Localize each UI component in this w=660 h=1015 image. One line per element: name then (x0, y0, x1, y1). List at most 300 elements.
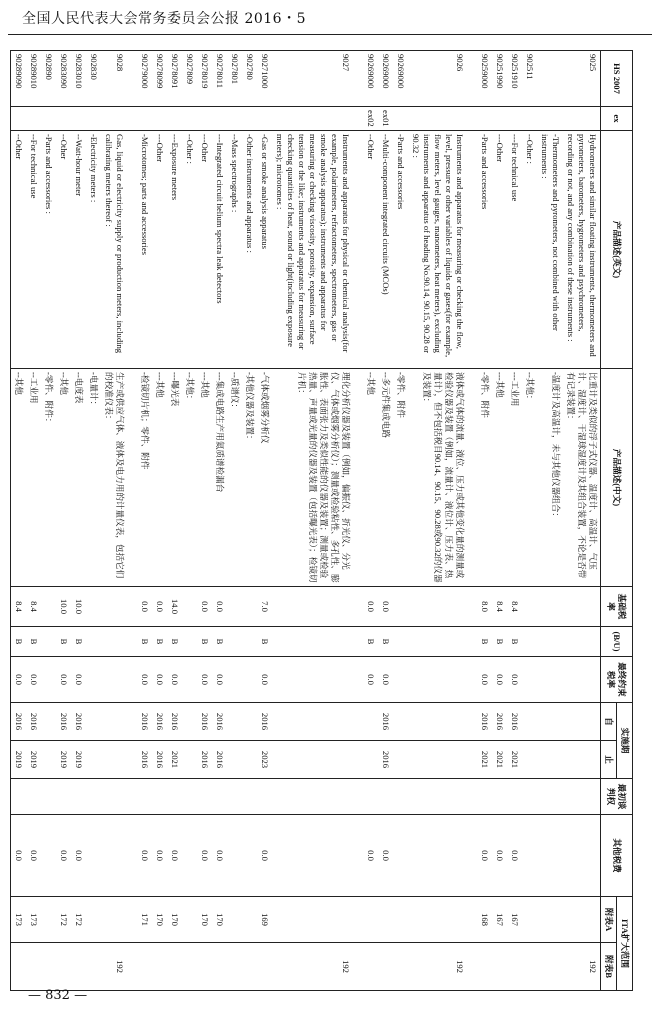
cell-en: -Microtomes; parts and accessories (137, 131, 152, 369)
cell-to (408, 741, 467, 779)
cell-to (182, 741, 197, 779)
cell-a (101, 897, 127, 943)
cell-b (212, 943, 227, 991)
cell-other (242, 815, 257, 897)
cell-a: 170 (167, 897, 182, 943)
cell-bnd (182, 627, 197, 657)
cell-final: 0.0 (492, 657, 507, 703)
cell-ex (408, 107, 467, 131)
cell-b (71, 943, 86, 991)
cell-cn: --其他： (522, 369, 537, 587)
cell-a (242, 897, 257, 943)
spacer-cell (127, 897, 137, 943)
cell-final: 0.0 (212, 657, 227, 703)
cell-en: --Watt-hour meter (71, 131, 86, 369)
cell-base (86, 587, 101, 627)
spacer-cell (353, 897, 363, 943)
cell-neg (563, 779, 601, 815)
cell-neg (272, 779, 353, 815)
cell-neg (242, 779, 257, 815)
spacer-cell (353, 107, 363, 131)
cell-base: 0.0 (212, 587, 227, 627)
cell-final: 0.0 (257, 657, 272, 703)
cell-cn: -其他仪器及装置： (242, 369, 257, 587)
cell-ex (11, 107, 27, 131)
cell-bnd (537, 627, 563, 657)
cell-neg (537, 779, 563, 815)
cell-b (197, 943, 212, 991)
cell-to (272, 741, 353, 779)
cell-final (41, 657, 56, 703)
cell-en: ---Other (152, 131, 167, 369)
cell-to (242, 741, 257, 779)
cell-base: 0.0 (197, 587, 212, 627)
cell-hs: 90269000 (393, 51, 408, 107)
cell-hs: 90278019 (197, 51, 212, 107)
cell-ex (167, 107, 182, 131)
cell-base (537, 587, 563, 627)
cell-to (522, 741, 537, 779)
cell-hs: 9027801 (227, 51, 242, 107)
cell-final (537, 657, 563, 703)
cell-b: 192 (101, 943, 127, 991)
cell-to: 2023 (257, 741, 272, 779)
cell-a: 170 (212, 897, 227, 943)
cell-bnd: B (26, 627, 41, 657)
cell-other: 0.0 (378, 815, 393, 897)
cell-ex (477, 107, 492, 131)
cell-a: 169 (257, 897, 272, 943)
cell-final: 0.0 (71, 657, 86, 703)
cell-ex (272, 107, 353, 131)
table-head (601, 51, 633, 991)
cell-a: 173 (11, 897, 27, 943)
table-row (363, 51, 378, 991)
cell-bnd (393, 627, 408, 657)
cell-from: 2016 (378, 703, 393, 741)
cell-from: 2016 (137, 703, 152, 741)
cell-cn: --电度表 (71, 369, 86, 587)
cell-cn: ---工业用 (507, 369, 522, 587)
cell-en: Hydrometers and similar floating instruments, thermometers and pyrometers, barometers, hygrometers and psychrometers, recording or not, and any combination of these instruments : (563, 131, 601, 369)
cell-other (101, 815, 127, 897)
cell-to: 2021 (167, 741, 182, 779)
cell-b: 192 (563, 943, 601, 991)
cell-neg (378, 779, 393, 815)
cell-hs: 9025 (563, 51, 601, 107)
cell-base: 0.0 (363, 587, 378, 627)
cell-hs: 90259000 (477, 51, 492, 107)
cell-en: -Other instruments and apparatus : (242, 131, 257, 369)
col-other: 其他税费 (601, 815, 633, 897)
cell-en: --Other (56, 131, 71, 369)
cell-b (26, 943, 41, 991)
cell-from: 2016 (11, 703, 27, 741)
cell-cn: -检镜切片机；零件、附件 (137, 369, 152, 587)
table-row (477, 51, 492, 991)
cell-from: 2016 (492, 703, 507, 741)
cell-neg (363, 779, 378, 815)
cell-a (41, 897, 56, 943)
cell-en: --Other : (182, 131, 197, 369)
spacer-cell (467, 703, 477, 741)
col-neg: 最初谈判权 (601, 779, 633, 815)
table-row (71, 51, 86, 991)
cell-a (182, 897, 197, 943)
cell-final: 0.0 (56, 657, 71, 703)
cell-b (378, 943, 393, 991)
cell-other: 0.0 (492, 815, 507, 897)
cell-other (41, 815, 56, 897)
cell-hs: 90289010 (26, 51, 41, 107)
cell-final: 0.0 (152, 657, 167, 703)
cell-ex (507, 107, 522, 131)
cell-en: --Other : (522, 131, 537, 369)
cell-base (563, 587, 601, 627)
cell-bnd: B (477, 627, 492, 657)
spacer-cell (467, 107, 477, 131)
cell-b (86, 943, 101, 991)
cell-from (182, 703, 197, 741)
spacer-cell (467, 741, 477, 779)
spacer-cell (353, 627, 363, 657)
cell-cn: 生产或供应气体、液体及电力用的计量仪表，包括它们的校准仪表： (101, 369, 127, 587)
cell-neg (492, 779, 507, 815)
cell-from: 2016 (257, 703, 272, 741)
cell-cn: --质谱仪： (227, 369, 242, 587)
cell-bnd: B (197, 627, 212, 657)
cell-other: 0.0 (26, 815, 41, 897)
cell-other: 0.0 (56, 815, 71, 897)
cell-other: 0.0 (257, 815, 272, 897)
cell-neg (86, 779, 101, 815)
table-row (563, 51, 601, 991)
spacer-cell (127, 107, 137, 131)
cell-neg (152, 779, 167, 815)
cell-b (363, 943, 378, 991)
cell-bnd: B (71, 627, 86, 657)
cell-neg (137, 779, 152, 815)
cell-neg (212, 779, 227, 815)
spacer-cell (467, 587, 477, 627)
cell-a: 171 (137, 897, 152, 943)
table-row (242, 51, 257, 991)
cell-from (522, 703, 537, 741)
cell-ex (56, 107, 71, 131)
cell-b: 192 (408, 943, 467, 991)
cell-cn: ---曝光表 (167, 369, 182, 587)
cell-from (86, 703, 101, 741)
cell-hs: 902890 (41, 51, 56, 107)
cell-hs: 902830 (86, 51, 101, 107)
cell-base (393, 587, 408, 627)
cell-b (167, 943, 182, 991)
col-hs: HS 2007 (601, 51, 633, 107)
cell-final (408, 657, 467, 703)
cell-b (152, 943, 167, 991)
cell-to: 2016 (378, 741, 393, 779)
row-spacer (467, 51, 477, 991)
table-row (537, 51, 563, 991)
cell-bnd (563, 627, 601, 657)
table-row (101, 51, 127, 991)
cell-base: 0.0 (137, 587, 152, 627)
cell-en: -Parts and accessories (477, 131, 492, 369)
cell-to: 2019 (11, 741, 27, 779)
spacer-cell (353, 587, 363, 627)
spacer-cell (353, 779, 363, 815)
cell-to (227, 741, 242, 779)
cell-other: 0.0 (11, 815, 27, 897)
cell-ex (182, 107, 197, 131)
cell-en: ---Other (197, 131, 212, 369)
cell-en: Instruments and apparatus for physical or chemical analysis(for example, polarimeters, refractometers, spectrometers, gas or smoke analysis apparatus); instruments and apparatus for measuring or checking viscosity, porosity, expansion, surface tension or the like; instruments and apparatus for measuring or checking quantities of heat, sound or light(including exposure meters); microtomes : (272, 131, 353, 369)
cell-cn: ---其他 (152, 369, 167, 587)
cell-a (408, 897, 467, 943)
table-row (26, 51, 41, 991)
cell-ex (152, 107, 167, 131)
cell-cn: --其他 (56, 369, 71, 587)
cell-a (393, 897, 408, 943)
spacer-cell (353, 943, 363, 991)
cell-neg (257, 779, 272, 815)
cell-cn: -零件、附件 (393, 369, 408, 587)
cell-to: 2019 (71, 741, 86, 779)
spacer-cell (467, 131, 477, 369)
cell-en: -Parts and accessories : (41, 131, 56, 369)
cell-base: 8.4 (492, 587, 507, 627)
cell-from: 2016 (26, 703, 41, 741)
spacer-cell (353, 815, 363, 897)
cell-b (11, 943, 27, 991)
cell-from (101, 703, 127, 741)
cell-final (182, 657, 197, 703)
table-row (182, 51, 197, 991)
cell-b (492, 943, 507, 991)
cell-neg (477, 779, 492, 815)
cell-en: --Other (363, 131, 378, 369)
cell-a: 170 (197, 897, 212, 943)
cell-hs: 90283090 (56, 51, 71, 107)
cell-b (137, 943, 152, 991)
col-final: 最终约束税率 (601, 657, 633, 703)
cell-neg (41, 779, 56, 815)
cell-final (272, 657, 353, 703)
cell-a (563, 897, 601, 943)
cell-bnd: B (137, 627, 152, 657)
cell-final (563, 657, 601, 703)
cell-en: --Multi-component integrated circuits (MCOs) (378, 131, 393, 369)
cell-a: 172 (56, 897, 71, 943)
cell-hs: 90251990 (492, 51, 507, 107)
cell-to: 2019 (56, 741, 71, 779)
cell-final (522, 657, 537, 703)
col-en: 产品描述(英文) (601, 131, 633, 369)
table-row (56, 51, 71, 991)
cell-cn: ---其他 (492, 369, 507, 587)
cell-bnd (522, 627, 537, 657)
cell-bnd: B (507, 627, 522, 657)
cell-cn: -温度计及高温计，未与其他仪器组合： (537, 369, 563, 587)
cell-final: 0.0 (137, 657, 152, 703)
cell-b (257, 943, 272, 991)
spacer-cell (127, 741, 137, 779)
spacer-cell (467, 627, 477, 657)
cell-ex: ex02 (363, 107, 378, 131)
cell-en: --Mass spectrographs : (227, 131, 242, 369)
cell-b (537, 943, 563, 991)
cell-cn: 理化分析仪器及装置（例如，偏振仪、折光仪、分光仪、气体或烟雾分析仪）；测量或检验粘性、多孔性、膨胀性、表面张力及类似性能的仪器及装置；测量或检验热量、声量或光量的仪器及装置（包括曝光表）；检镜切片机： (272, 369, 353, 587)
cell-bnd: B (492, 627, 507, 657)
cell-en: -Thermometers and pyrometers, not combined with other instruments : (537, 131, 563, 369)
cell-hs: 90269000 (363, 51, 378, 107)
col-annex-b: 附表B (601, 943, 617, 991)
cell-base: 8.4 (11, 587, 27, 627)
cell-ex (71, 107, 86, 131)
cell-from (393, 703, 408, 741)
header-rule (8, 34, 652, 35)
cell-base: 10.0 (71, 587, 86, 627)
cell-a: 168 (477, 897, 492, 943)
cell-cn: --其他 (363, 369, 378, 587)
cell-hs: 90251910 (507, 51, 522, 107)
cell-final (101, 657, 127, 703)
col-bnd: (B/U) (601, 627, 633, 657)
cell-ex (137, 107, 152, 131)
cell-neg (507, 779, 522, 815)
cell-b (507, 943, 522, 991)
cell-base: 8.4 (26, 587, 41, 627)
cell-hs: 902780 (242, 51, 257, 107)
cell-ex (41, 107, 56, 131)
cell-final: 0.0 (477, 657, 492, 703)
table-row (227, 51, 242, 991)
cell-from: 2016 (152, 703, 167, 741)
cell-a (522, 897, 537, 943)
cell-a (227, 897, 242, 943)
cell-other (393, 815, 408, 897)
cell-other (522, 815, 537, 897)
cell-final (242, 657, 257, 703)
table-row (197, 51, 212, 991)
cell-base: 7.0 (257, 587, 272, 627)
cell-neg (56, 779, 71, 815)
cell-to (563, 741, 601, 779)
cell-a: 173 (26, 897, 41, 943)
cell-final: 0.0 (197, 657, 212, 703)
cell-hs: 902511 (522, 51, 537, 107)
cell-cn: --多元件集成电路 (378, 369, 393, 587)
cell-other (86, 815, 101, 897)
cell-hs: 90283010 (71, 51, 86, 107)
table-row (167, 51, 182, 991)
cell-bnd (101, 627, 127, 657)
table-row (86, 51, 101, 991)
spacer-cell (127, 779, 137, 815)
cell-b (41, 943, 56, 991)
cell-a (363, 897, 378, 943)
cell-base (101, 587, 127, 627)
cell-bnd: B (152, 627, 167, 657)
cell-to: 2021 (492, 741, 507, 779)
table-row (507, 51, 522, 991)
cell-from (41, 703, 56, 741)
cell-other (408, 815, 467, 897)
cell-b (56, 943, 71, 991)
col-base: 基础税率 (601, 587, 633, 627)
table-row (272, 51, 353, 991)
cell-final: 0.0 (11, 657, 27, 703)
col-annex-a: 附表A (601, 897, 617, 943)
cell-a (86, 897, 101, 943)
cell-to: 2016 (212, 741, 227, 779)
cell-final: 0.0 (26, 657, 41, 703)
cell-ex (563, 107, 601, 131)
cell-bnd (242, 627, 257, 657)
table-row (257, 51, 272, 991)
cell-other: 0.0 (197, 815, 212, 897)
cell-from (408, 703, 467, 741)
cell-a (272, 897, 353, 943)
cell-other (563, 815, 601, 897)
cell-neg (11, 779, 27, 815)
cell-hs: 90278099 (152, 51, 167, 107)
cell-ex (242, 107, 257, 131)
cell-ex (522, 107, 537, 131)
cell-base (182, 587, 197, 627)
col-cn: 产品描述(中文) (601, 369, 633, 587)
spacer-cell (127, 703, 137, 741)
cell-from: 2016 (71, 703, 86, 741)
cell-base: 0.0 (152, 587, 167, 627)
cell-en: ---Exposure meters (167, 131, 182, 369)
cell-other: 0.0 (152, 815, 167, 897)
spacer-cell (353, 741, 363, 779)
cell-to (41, 741, 56, 779)
cell-b (393, 943, 408, 991)
cell-cn: 液体或气体的流量、液位、压力或其他变化量的测量或检验仪器及装置（例如，流量计、液位计、压力表、热量计），但不包括税目90.14、90.15、90.28或90.32的仪器及装置： (408, 369, 467, 587)
table-row (408, 51, 467, 991)
spacer-cell (353, 131, 363, 369)
rotated-table-container (14, 50, 633, 990)
cell-final (86, 657, 101, 703)
cell-en: -Parts and accessories (393, 131, 408, 369)
col-from: 自 (601, 703, 617, 741)
table-row (522, 51, 537, 991)
table-row (378, 51, 393, 991)
cell-other (272, 815, 353, 897)
cell-a: 172 (71, 897, 86, 943)
cell-b (522, 943, 537, 991)
cell-en: Instruments and apparatus for measuring or checking the flow, level, pressure or other variables of liquids or gases(for example, flow meters, level gauges, manometers, heat meters), excluding instruments and apparatus of heading No.90.14, 90.15, 90.28 or 90.32 : (408, 131, 467, 369)
cell-other (227, 815, 242, 897)
cell-neg (393, 779, 408, 815)
table-row (152, 51, 167, 991)
cell-en: ---Other (492, 131, 507, 369)
cell-to: 2016 (152, 741, 167, 779)
spacer-cell (467, 369, 477, 587)
cell-neg (167, 779, 182, 815)
cell-from (227, 703, 242, 741)
cell-other (537, 815, 563, 897)
cell-from (272, 703, 353, 741)
row-spacer (127, 51, 137, 991)
cell-b (227, 943, 242, 991)
cell-hs: 90289090 (11, 51, 27, 107)
cell-en: ---For technical use (507, 131, 522, 369)
spacer-cell (127, 51, 137, 107)
cell-bnd: B (167, 627, 182, 657)
